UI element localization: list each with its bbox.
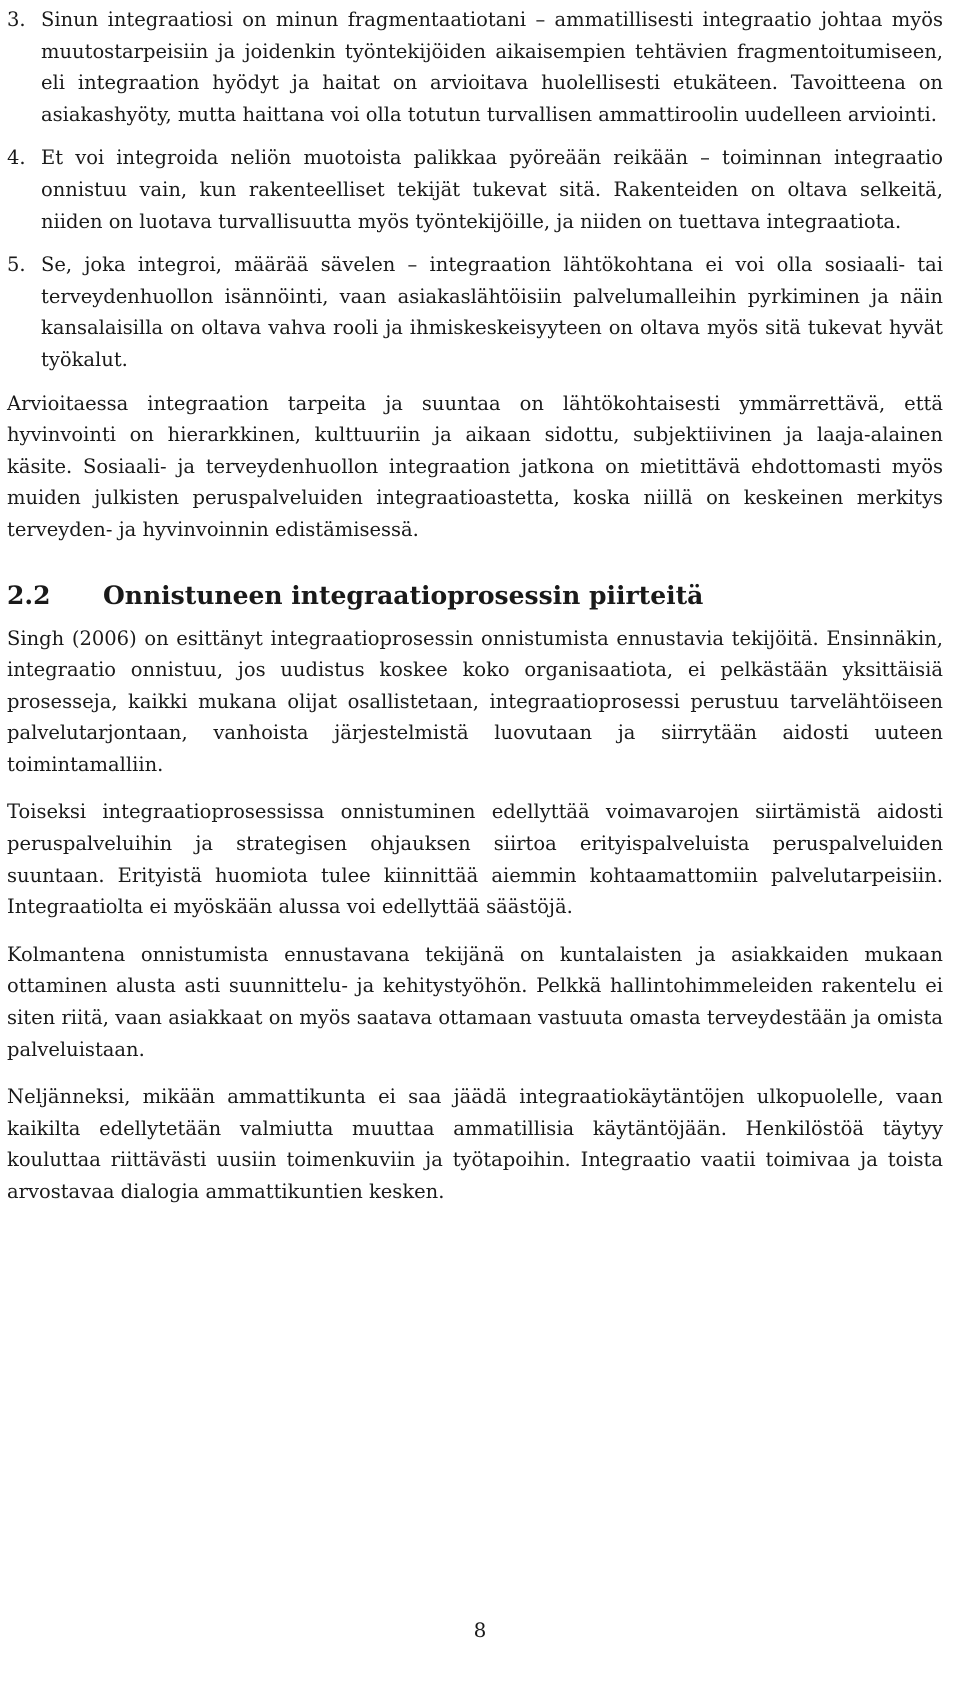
section-paragraph: Toiseksi integraatioprosessissa onnistuminen edellyttää voimavarojen siirtämistä aidosti peruspalveluihin ja strategisen ohjauksen siirtoa erityispalveluista peruspalveluiden suuntaan. Erityistä huomiota tulee kiinnittää aiemmin kohtaamattomiin palvelutarpeisiin. Integraatiolta ei myöskään alussa voi edellyttää säästöjä. xyxy=(7,800,943,919)
intro-paragraph: Arvioitaessa integraation tarpeita ja suuntaa on lähtökohtaisesti ymmärrettävä, että hyvinvointi on hierarkkinen, kulttuuriin ja aikaan sidottu, subjektiivinen ja laaja-alainen käsite. Sosiaali- ja terveydenhuollon integraation jatkona on mietittävä ehdottomasti myös muiden julkisten peruspalveluiden integraatioastetta, koska niillä on keskeinen merkitys terveyden- ja hyvinvoinnin edistämisessä. xyxy=(7,391,943,541)
list-item xyxy=(7,249,943,375)
section-paragraph: Kolmantena onnistumista ennustavana tekijänä on kuntalaisten ja asiakkaiden mukaan ottaminen alusta asti suunnittelu- ja kehitystyöhön. Pelkkä hallintohimmeleiden rakentelu ei siten riitä, vaan asiakkaat on myös saatava ottamaan vastuuta omasta terveydestään ja omista palveluistaan. xyxy=(7,942,943,1061)
list-item-text: Sinun integraatiosi on minun fragmentaatiotani – ammatillisesti integraatio johtaa myös muutostarpeisiin ja joidenkin työntekijöiden aikaisempien tehtävien fragmentoitumiseen, eli integraation hyödyt ja haitat on arvioitava huolellisesti etukäteen. Tavoitteena on asiakashyöty, mutta haittana voi olla totutun turvallisen ammattiroolin uudelleen arviointi. xyxy=(41,8,943,126)
list-item-number: 4. xyxy=(7,146,26,170)
list-item-number: 5. xyxy=(7,253,26,277)
list-item-text: Se, joka integroi, määrää sävelen – integraation lähtökohtana ei voi olla sosiaali- tai terveydenhuollon isännöinti, vaan asiakaslähtöisiin palvelumalleihin pyrkiminen ja näin kansalaisilla on oltava vahva rooli ja ihmiskeskeisyyteen on oltava myös sitä tukevat hyvät työkalut. xyxy=(41,253,943,371)
section-heading xyxy=(7,579,943,613)
list-item-number: 3. xyxy=(7,8,26,31)
list-item-text: Et voi integroida neliön muotoista palikkaa pyöreään reikään – toiminnan integraatio onnistuu vain, kun rakenteelliset tekijät tukevat sitä. Rakenteiden on oltava selkeitä, niiden on luotava turvallisuutta myös työntekijöille, ja niiden on tuettava integraatiota. xyxy=(41,146,943,233)
section-paragraph: Neljänneksi, mikään ammattikunta ei saa jäädä integraatiokäytäntöjen ulkopuolelle, vaan kaikilta edellytetään valmiutta muuttaa ammatillisia käytäntöjään. Henkilöstöä täytyy kouluttaa riittävästi uusiin toimenkuviin ja työtapoihin. Integraatio vaatii toimivaa ja toista arvostavaa dialogia ammattikuntien kesken. xyxy=(7,1085,943,1203)
section-number: 2.2 xyxy=(7,580,51,610)
list-item xyxy=(7,142,943,237)
list-item xyxy=(7,4,943,130)
section-title: Onnistuneen integraatioprosessin piirteitä xyxy=(103,580,704,610)
document-page xyxy=(7,4,943,1224)
section-paragraph: Singh (2006) on esittänyt integraatioprosessin onnistumista ennustavia tekijöitä. Ensinnäkin, integraatio onnistuu, jos uudistus koskee koko organisaatiota, ei pelkästään yksittäisiä prosesseja, kaikki mukana olijat osallistetaan, integraatioprosessi perustuu tarvelähtöiseen palvelutarjontaan, vanhoista järjestelmistä luovutaan ja siirrytään aidosti uuteen toimintamalliin. xyxy=(7,626,943,776)
page-number: 8 xyxy=(473,1618,487,1642)
